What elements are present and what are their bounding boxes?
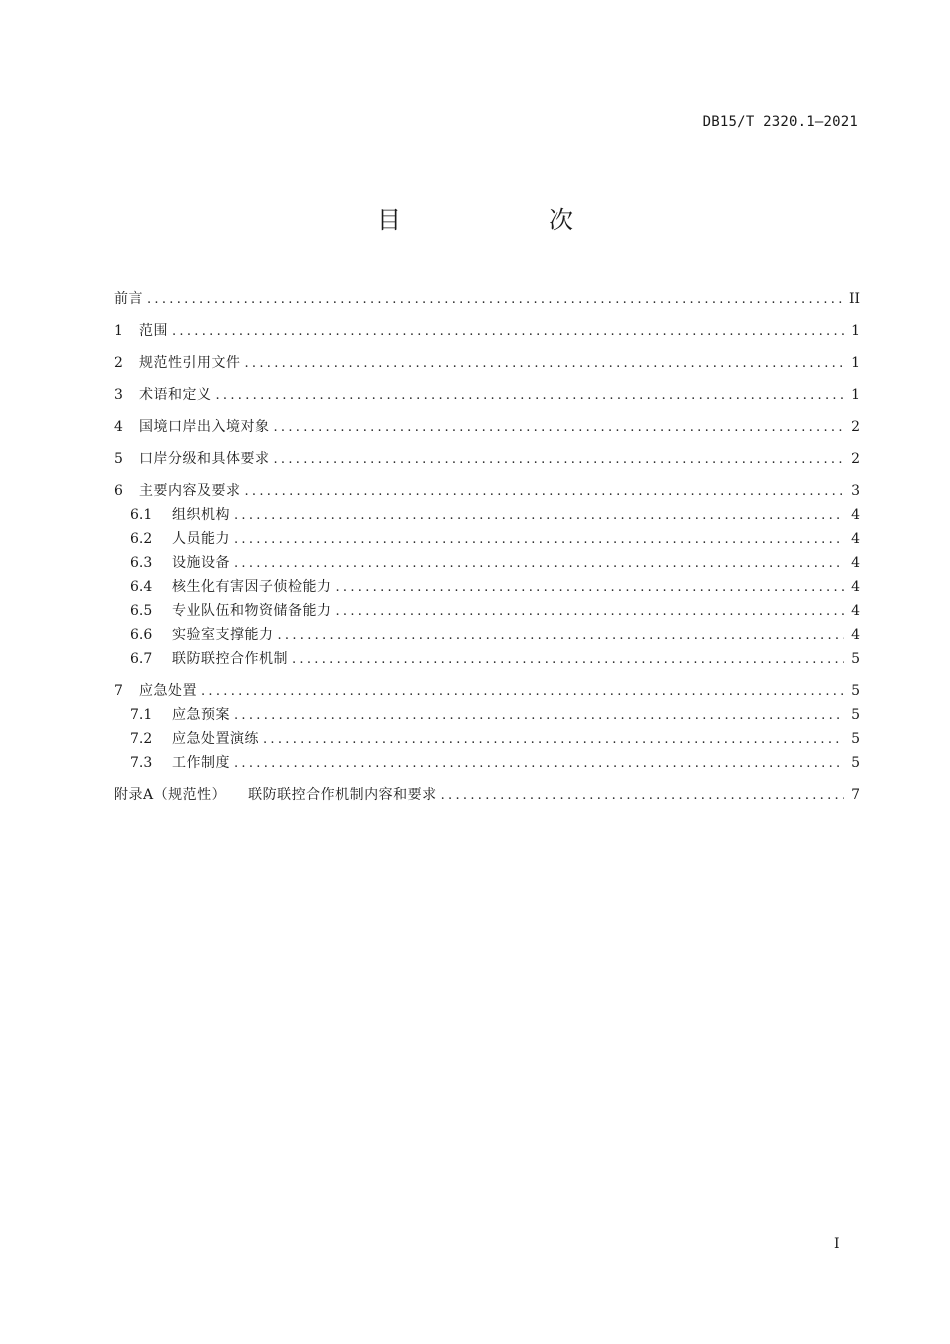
- toc-entry-page: II: [848, 291, 860, 307]
- appendix-text: 联防联控合作机制内容和要求: [248, 787, 437, 803]
- toc-entry[interactable]: [114, 479, 860, 503]
- toc-entry-page: 4: [851, 555, 860, 571]
- toc-entry-title: 应急预案: [172, 707, 230, 723]
- toc-entry-title: 术语和定义: [139, 387, 212, 403]
- dot-leader: [245, 480, 845, 504]
- toc-entry-title: 联防联控合作机制: [172, 651, 288, 667]
- toc-entry[interactable]: [114, 623, 860, 647]
- toc-entry-title: 核生化有害因子侦检能力: [172, 579, 332, 595]
- dot-leader: [274, 416, 845, 440]
- toc-entry-title: 主要内容及要求: [139, 483, 241, 499]
- toc-entry-number: 7.1: [130, 707, 153, 723]
- dot-leader: [147, 288, 843, 312]
- toc-entry-appendix[interactable]: [114, 783, 860, 807]
- toc-entry-title: 国境口岸出入境对象: [139, 419, 270, 435]
- toc-entry-number: 6.3: [130, 555, 153, 571]
- dot-leader: [234, 504, 844, 528]
- dot-leader: [216, 384, 845, 408]
- toc-entry-page: 5: [851, 755, 860, 771]
- toc-entry[interactable]: [114, 679, 860, 703]
- toc-entry[interactable]: [114, 503, 860, 527]
- toc-entry[interactable]: [114, 703, 860, 727]
- toc-entry-title: 前言: [114, 291, 143, 307]
- toc-entry[interactable]: [114, 383, 860, 407]
- toc-entry-number: 7.2: [130, 731, 153, 747]
- dot-leader: [336, 600, 845, 624]
- toc-entry[interactable]: [114, 575, 860, 599]
- dot-leader: [172, 320, 844, 344]
- toc-entry-page: 5: [851, 731, 860, 747]
- toc-entry-page: 4: [851, 579, 860, 595]
- toc-entry-title: 规范性引用文件: [139, 355, 241, 371]
- toc-entry-number: 6.1: [130, 507, 153, 523]
- dot-leader: [336, 576, 845, 600]
- dot-leader: [245, 352, 845, 376]
- toc-entry-page: 4: [851, 627, 860, 643]
- dot-leader: [441, 784, 844, 808]
- toc-entry-page: 1: [851, 355, 860, 371]
- toc-entry[interactable]: [114, 551, 860, 575]
- toc-entry-title: 组织机构: [172, 507, 230, 523]
- dot-leader: [274, 448, 845, 472]
- toc-entry[interactable]: [114, 351, 860, 375]
- dot-leader: [234, 704, 844, 728]
- toc-entry-page: 1: [851, 387, 860, 403]
- page-number: I: [834, 1236, 840, 1252]
- dot-leader: [201, 680, 844, 704]
- toc-entry-page: 7: [851, 787, 860, 803]
- toc-entry[interactable]: [114, 727, 860, 751]
- toc-entry-page: 3: [851, 483, 860, 499]
- toc-entry-page: 5: [851, 707, 860, 723]
- toc-entry[interactable]: [114, 415, 860, 439]
- toc-entry-number: 4: [114, 419, 123, 435]
- dot-leader: [278, 624, 845, 648]
- toc-entry-title: 口岸分级和具体要求: [139, 451, 270, 467]
- dot-leader: [292, 648, 844, 672]
- toc-entry[interactable]: [114, 647, 860, 671]
- toc-entry[interactable]: [114, 599, 860, 623]
- toc-entry-title: 设施设备: [172, 555, 230, 571]
- toc-entry-title: 工作制度: [172, 755, 230, 771]
- toc-entry-number: 1: [114, 323, 123, 339]
- toc-entry-title: 范围: [139, 323, 168, 339]
- toc-entry-title: 人员能力: [172, 531, 230, 547]
- toc-entry[interactable]: [114, 527, 860, 551]
- toc-entry-number: 6.5: [130, 603, 153, 619]
- toc-entry-number: 3: [114, 387, 123, 403]
- standard-code: DB15/T 2320.1—2021: [702, 114, 858, 130]
- toc-entry-title: 应急处置: [139, 683, 197, 699]
- toc-entry-title: 应急处置演练: [172, 731, 259, 747]
- toc-entry-number: 7.3: [130, 755, 153, 771]
- dot-leader: [234, 752, 844, 776]
- toc-entry-page: 5: [851, 683, 860, 699]
- toc-entry-title: 专业队伍和物资储备能力: [172, 603, 332, 619]
- toc-entry-number: 7: [114, 683, 123, 699]
- toc-entry-page: 2: [851, 451, 860, 467]
- toc-entry[interactable]: [114, 751, 860, 775]
- appendix-title: [114, 783, 437, 807]
- toc-entry-number: 2: [114, 355, 123, 371]
- toc-entry-page: 2: [851, 419, 860, 435]
- toc-entry[interactable]: [114, 287, 860, 311]
- toc-entry-number: 6: [114, 483, 123, 499]
- dot-leader: [234, 552, 844, 576]
- toc-entry-number: 6.2: [130, 531, 153, 547]
- toc-entry-page: 1: [851, 323, 860, 339]
- toc-entry[interactable]: [114, 319, 860, 343]
- page-title: 目 次: [377, 206, 635, 234]
- toc-entry-number: 6.4: [130, 579, 153, 595]
- toc-entry[interactable]: [114, 447, 860, 471]
- appendix-label: 附录A（规范性）: [114, 787, 227, 803]
- toc-entry-number: 6.7: [130, 651, 153, 667]
- toc-entry-title: 实验室支撑能力: [172, 627, 274, 643]
- toc-entry-number: 5: [114, 451, 123, 467]
- toc-entry-page: 4: [851, 531, 860, 547]
- dot-leader: [234, 528, 844, 552]
- toc-entry-page: 5: [851, 651, 860, 667]
- toc-entry-page: 4: [851, 603, 860, 619]
- table-of-contents: [114, 287, 860, 807]
- dot-leader: [263, 728, 844, 752]
- toc-entry-page: 4: [851, 507, 860, 523]
- toc-entry-number: 6.6: [130, 627, 153, 643]
